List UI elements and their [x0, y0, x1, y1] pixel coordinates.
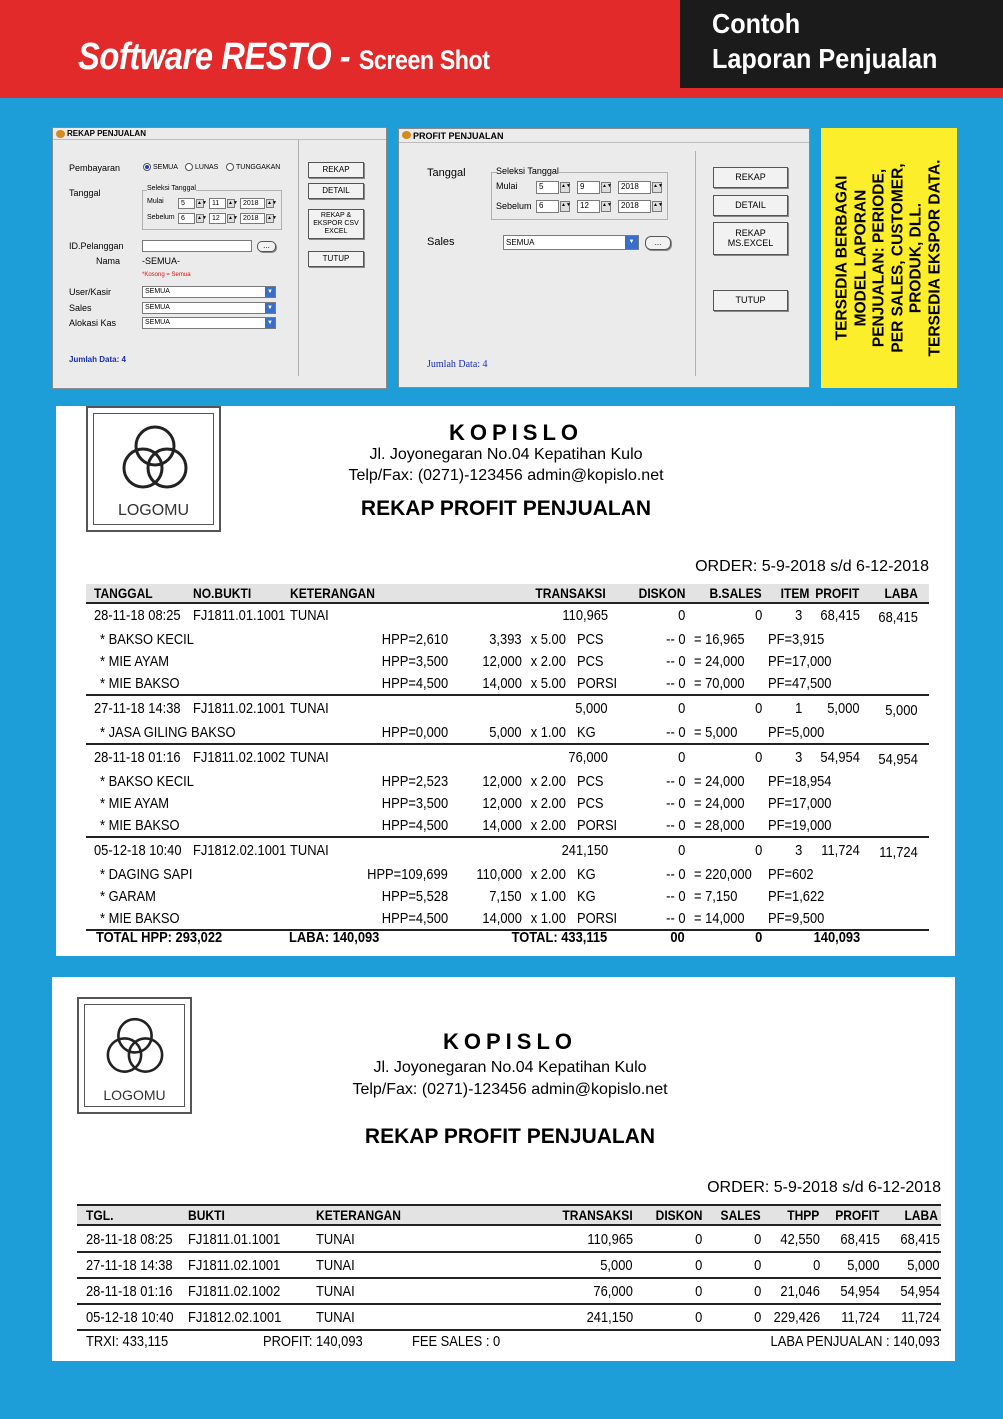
sale-keterangan: TUNAI [290, 749, 329, 766]
divider [86, 743, 929, 745]
feature-note [821, 128, 957, 388]
item-hpp: HPP=0,000 [381, 724, 448, 741]
spin-icon[interactable]: ▲▼ [601, 182, 611, 193]
company-name: KOPISLO [442, 1029, 577, 1054]
sale-diskon: 0 [677, 607, 685, 624]
column-header: KETERANGAN [290, 585, 375, 601]
seleksi-tanggal-label: Seleksi Tanggal [147, 185, 196, 192]
sales-label: Sales [427, 236, 455, 248]
brand-subtitle: Screen Shot [358, 45, 490, 75]
item-diskon: -- 0 [665, 653, 685, 670]
row-laba: 68,415 [900, 1231, 940, 1248]
row-diskon: 0 [694, 1257, 702, 1274]
jumlah-data: Jumlah Data: 4 [427, 359, 488, 370]
row-thpp: 42,550 [780, 1231, 820, 1248]
row-laba: 54,954 [900, 1283, 940, 1300]
item-subtotal: = 70,000 [694, 675, 745, 692]
sale-item: 3 [794, 607, 802, 624]
note-line: PER SALES, CUSTOMER, [889, 163, 906, 353]
detail-button[interactable]: DETAIL [308, 183, 364, 199]
row-keterangan: TUNAI [316, 1231, 355, 1248]
item-qty: x 2.00 [530, 795, 566, 812]
row-profit: 68,415 [840, 1231, 880, 1248]
row-transaksi: 5,000 [600, 1257, 633, 1274]
item-price: 14,000 [482, 817, 522, 834]
row-invoice: FJ1811.02.1001 [188, 1257, 281, 1274]
spin-icon[interactable]: ▲▼ [197, 215, 207, 221]
divider [77, 1251, 941, 1253]
sebelum-day-input[interactable]: 6 [536, 200, 559, 213]
sale-transaksi: 241,150 [561, 842, 608, 859]
sebelum-year-input[interactable]: 2018 [240, 213, 265, 224]
order-period: ORDER: 5-9-2018 s/d 6-12-2018 [695, 558, 929, 575]
row-diskon: 0 [694, 1231, 702, 1248]
kosong-hint: *Kosong = Semua [142, 272, 191, 278]
item-hpp: HPP=3,500 [381, 795, 448, 812]
row-invoice: FJ1811.01.1001 [188, 1231, 281, 1248]
item-unit: PORSI [577, 817, 618, 834]
column-header: TRANSAKSI [535, 585, 606, 601]
total-profit: 140,093 [813, 929, 860, 946]
sales-select[interactable]: SEMUA ▼ [142, 302, 276, 314]
sales-label: Sales [69, 303, 92, 313]
item-name: * DAGING SAPI [100, 866, 193, 883]
detail-profit-report [56, 406, 955, 956]
item-subtotal: = 7,150 [694, 888, 738, 905]
sale-profit: 54,954 [820, 749, 860, 766]
item-profit: PF=18,954 [768, 773, 832, 790]
page-title-line1: Contoh [712, 8, 801, 39]
total-transaksi: TOTAL: 433,115 [511, 929, 607, 946]
mulai-day-input[interactable]: 5 [536, 181, 559, 194]
radio-off-icon [226, 163, 234, 171]
item-unit: PORSI [577, 675, 618, 692]
mulai-year-input[interactable]: 2018 [240, 198, 265, 209]
logo-rings-icon [112, 420, 198, 500]
row-invoice: FJ1811.02.1002 [188, 1283, 281, 1300]
report-title: REKAP PROFIT PENJUALAN [360, 497, 652, 520]
browse-button[interactable]: ... [645, 236, 671, 250]
item-price: 12,000 [482, 795, 522, 812]
sale-profit: 68,415 [820, 607, 860, 624]
radio-tunggakan[interactable]: TUNGGAKAN [226, 163, 280, 171]
radio-semua[interactable]: SEMUA [143, 163, 178, 171]
item-hpp: HPP=4,500 [381, 910, 448, 927]
company-name: KOPISLO [448, 420, 583, 445]
row-sales: 0 [753, 1283, 761, 1300]
item-name: * MIE BAKSO [100, 675, 180, 692]
mulai-label: Mulai [496, 181, 518, 191]
item-unit: PCS [577, 795, 604, 812]
note-line: MODEL LAPORAN [852, 189, 869, 327]
sale-item: 1 [794, 700, 802, 717]
sale-date: 28-11-18 01:16 [94, 749, 181, 766]
brand-title: Software RESTO - Screen Shot [78, 36, 490, 78]
item-name: * MIE BAKSO [100, 817, 180, 834]
column-header: TGL. [86, 1207, 114, 1223]
note-line: TERSEDIA BERBAGAI [833, 175, 851, 341]
rekap-button[interactable]: REKAP [308, 162, 364, 178]
item-profit: PF=17,000 [768, 653, 832, 670]
spin-icon[interactable]: ▲▼ [560, 201, 570, 212]
profit-penjualan-dialog [398, 128, 810, 388]
item-unit: KG [577, 888, 596, 905]
footer-laba-penjualan: LABA PENJUALAN : 140,093 [770, 1333, 940, 1350]
summary-profit-report [52, 977, 955, 1361]
sale-item: 3 [794, 842, 802, 859]
row-laba: 11,724 [901, 1309, 940, 1326]
row-transaksi: 241,150 [586, 1309, 633, 1326]
spin-icon[interactable]: ▲▼ [228, 200, 238, 206]
item-diskon: -- 0 [665, 817, 685, 834]
footer-trx: TRXI: 433,115 [86, 1333, 169, 1350]
sale-diskon: 0 [677, 842, 685, 859]
radio-lunas[interactable]: LUNAS [185, 163, 218, 171]
nama-value: -SEMUA- [142, 256, 180, 266]
column-header: SALES [720, 1207, 761, 1223]
item-price: 5,000 [489, 724, 522, 741]
item-qty: x 2.00 [530, 773, 566, 790]
id-pelanggan-label: ID.Pelanggan [69, 241, 124, 251]
spin-icon[interactable]: ▲▼ [652, 182, 662, 193]
item-unit: KG [577, 724, 596, 741]
item-hpp: HPP=109,699 [367, 866, 448, 883]
detail-button[interactable]: DETAIL [713, 195, 788, 216]
row-sales: 0 [753, 1257, 761, 1274]
divider [86, 602, 929, 604]
item-unit: PCS [577, 773, 604, 790]
chevron-down-icon: ▼ [265, 318, 275, 328]
column-header: B.SALES [709, 585, 762, 601]
user-kasir-label: User/Kasir [69, 287, 112, 297]
item-subtotal: = 16,965 [694, 631, 745, 648]
column-header: DISKON [638, 585, 685, 601]
sale-bsales: 0 [754, 607, 762, 624]
item-profit: PF=3,915 [768, 631, 825, 648]
sale-transaksi: 5,000 [575, 700, 608, 717]
company-address: Jl. Joyonegaran No.04 Kepatihan Kulo [369, 446, 643, 463]
tanggal-label: Tanggal [69, 188, 101, 198]
tanggal-label: Tanggal [427, 167, 466, 179]
row-profit: 11,724 [841, 1309, 880, 1326]
note-line: TERSEDIA EKSPOR DATA. [926, 159, 943, 357]
order-period: ORDER: 5-9-2018 s/d 6-12-2018 [707, 1179, 941, 1196]
item-price: 12,000 [482, 653, 522, 670]
sale-date: 27-11-18 14:38 [94, 700, 181, 717]
row-date: 28-11-18 01:16 [86, 1283, 173, 1300]
item-diskon: -- 0 [665, 675, 685, 692]
mulai-day-input[interactable]: 5 [178, 198, 195, 209]
sale-bsales: 0 [754, 749, 762, 766]
item-subtotal: = 24,000 [694, 795, 745, 812]
row-diskon: 0 [694, 1283, 702, 1300]
item-profit: PF=5,000 [768, 724, 825, 741]
row-sales: 0 [753, 1309, 761, 1326]
column-header: LABA [904, 1207, 938, 1223]
column-header: TANGGAL [94, 585, 153, 601]
item-diskon: -- 0 [665, 910, 685, 927]
id-pelanggan-input[interactable] [142, 240, 252, 252]
row-diskon: 0 [694, 1309, 702, 1326]
row-keterangan: TUNAI [316, 1309, 355, 1326]
item-profit: PF=1,622 [768, 888, 825, 905]
row-date: 28-11-18 08:25 [86, 1231, 173, 1248]
total-diskon: 00 [670, 929, 685, 946]
user-kasir-select[interactable]: SEMUA ▼ [142, 286, 276, 298]
sale-invoice: FJ1811.01.1001 [193, 607, 286, 624]
column-header: PROFIT [834, 1207, 879, 1223]
sale-keterangan: TUNAI [290, 842, 329, 859]
row-transaksi: 110,965 [587, 1231, 633, 1248]
item-hpp: HPP=3,500 [381, 653, 448, 670]
sale-diskon: 0 [677, 749, 685, 766]
sale-date: 05-12-18 10:40 [94, 842, 182, 859]
radio-on-icon [143, 163, 151, 171]
sale-transaksi: 76,000 [568, 749, 608, 766]
column-header: THPP [786, 1207, 819, 1223]
total-bsales: 0 [754, 929, 762, 946]
item-hpp: HPP=4,500 [381, 817, 448, 834]
item-diskon: -- 0 [665, 795, 685, 812]
divider [77, 1224, 941, 1226]
mulai-month-input[interactable]: 9 [577, 181, 600, 194]
mulai-label: Mulai [147, 198, 164, 205]
item-name: * BAKSO KECIL [100, 631, 194, 648]
chevron-down-icon: ▼ [265, 287, 275, 297]
item-name: * MIE AYAM [100, 653, 170, 670]
sale-laba: 68,415 [878, 609, 918, 626]
spin-icon[interactable]: ▲▼ [601, 201, 611, 212]
item-hpp: HPP=2,610 [381, 631, 448, 648]
divider [86, 694, 929, 696]
company-address: Jl. Joyonegaran No.04 Kepatihan Kulo [373, 1059, 647, 1076]
sebelum-year-input[interactable]: 2018 [618, 200, 651, 213]
company-contact: Telp/Fax: (0271)-123456 admin@kopislo.net [348, 467, 664, 484]
sale-keterangan: TUNAI [290, 607, 329, 624]
sale-transaksi: 110,965 [562, 607, 608, 624]
seleksi-tanggal-label: Seleksi Tanggal [496, 166, 559, 176]
app-icon [402, 131, 411, 139]
item-name: * GARAM [100, 888, 156, 905]
browse-button[interactable]: ... [257, 241, 276, 252]
item-hpp: HPP=5,528 [381, 888, 448, 905]
sale-laba: 5,000 [885, 702, 918, 719]
row-date: 27-11-18 14:38 [86, 1257, 173, 1274]
item-diskon: -- 0 [665, 724, 685, 741]
item-name: * BAKSO KECIL [100, 773, 194, 790]
row-profit: 54,954 [840, 1283, 880, 1300]
item-qty: x 5.00 [530, 631, 566, 648]
item-unit: PCS [577, 653, 604, 670]
sale-invoice: FJ1812.02.1001 [193, 842, 287, 859]
logo-text: LOGOMU [103, 1087, 166, 1103]
column-header: BUKTI [188, 1207, 225, 1223]
item-unit: KG [577, 866, 596, 883]
sale-laba: 54,954 [878, 751, 918, 768]
spin-icon[interactable]: ▲▼ [197, 200, 207, 206]
item-profit: PF=17,000 [768, 795, 832, 812]
sale-diskon: 0 [677, 700, 685, 717]
row-thpp: 21,046 [780, 1283, 820, 1300]
item-name: * MIE AYAM [100, 795, 170, 812]
item-qty: x 1.00 [530, 888, 566, 905]
pembayaran-label: Pembayaran [69, 163, 121, 173]
column-header: PROFIT [814, 585, 859, 601]
item-diskon: -- 0 [665, 866, 685, 883]
item-profit: PF=9,500 [768, 910, 825, 927]
item-price: 12,000 [482, 773, 522, 790]
item-diskon: -- 0 [665, 888, 685, 905]
sale-keterangan: TUNAI [290, 700, 329, 717]
logo-text: LOGOMU [117, 502, 190, 519]
sale-item: 3 [794, 749, 802, 766]
sebelum-day-input[interactable]: 6 [178, 213, 195, 224]
divider [298, 140, 299, 376]
note-line: PRODUK, DLL. [907, 202, 925, 314]
item-subtotal: = 14,000 [694, 910, 745, 927]
column-header: DISKON [655, 1207, 702, 1223]
total-laba: LABA: 140,093 [289, 929, 380, 946]
divider [77, 1329, 941, 1331]
row-keterangan: TUNAI [316, 1283, 355, 1300]
logo-rings-icon [97, 1013, 173, 1083]
logo [77, 997, 192, 1114]
spin-icon[interactable]: ▲▼ [652, 201, 662, 212]
column-header: LABA [884, 585, 918, 601]
sale-invoice: FJ1811.02.1001 [193, 700, 286, 717]
sale-profit: 11,724 [821, 842, 860, 859]
rekap-ekspor-button[interactable]: REKAP & EKSPOR CSV EXCEL [308, 209, 364, 239]
chevron-down-icon: ▼ [625, 236, 638, 249]
column-header: KETERANGAN [316, 1207, 401, 1223]
item-hpp: HPP=4,500 [381, 675, 448, 692]
radio-off-icon [185, 163, 193, 171]
sale-laba: 11,724 [879, 844, 918, 861]
jumlah-data: Jumlah Data: 4 [69, 355, 126, 364]
row-sales: 0 [753, 1231, 761, 1248]
sale-invoice: FJ1811.02.1002 [193, 749, 286, 766]
item-name: * JASA GILING BAKSO [100, 724, 236, 741]
mulai-month-input[interactable]: 11 [209, 198, 226, 209]
company-contact: Telp/Fax: (0271)-123456 admin@kopislo.net [352, 1081, 668, 1098]
spin-icon[interactable]: ▲▼ [267, 200, 277, 206]
sale-date: 28-11-18 08:25 [94, 607, 181, 624]
divider [86, 836, 929, 838]
row-laba: 5,000 [907, 1257, 940, 1274]
item-price: 3,393 [489, 631, 522, 648]
sale-bsales: 0 [754, 842, 762, 859]
dialog-titlebar: PROFIT PENJUALAN [399, 129, 809, 143]
mulai-year-input[interactable]: 2018 [618, 181, 651, 194]
item-subtotal: = 24,000 [694, 653, 745, 670]
item-qty: x 1.00 [530, 910, 566, 927]
row-date: 05-12-18 10:40 [86, 1309, 174, 1326]
row-invoice: FJ1812.02.1001 [188, 1309, 282, 1326]
sebelum-label: Sebelum [147, 214, 175, 221]
row-transaksi: 76,000 [593, 1283, 633, 1300]
footer-profit: PROFIT: 140,093 [263, 1333, 363, 1350]
item-subtotal: = 28,000 [694, 817, 745, 834]
item-unit: PCS [577, 631, 604, 648]
rekap-button[interactable]: REKAP [713, 167, 788, 188]
logo [86, 406, 221, 532]
row-thpp: 0 [812, 1257, 820, 1274]
rekap-excel-button[interactable]: REKAP MS.EXCEL [713, 222, 788, 255]
item-hpp: HPP=2,523 [381, 773, 448, 790]
seleksi-tanggal-group [142, 190, 282, 230]
item-profit: PF=47,500 [768, 675, 832, 692]
item-unit: PORSI [577, 910, 618, 927]
item-diskon: -- 0 [665, 773, 685, 790]
item-qty: x 5.00 [530, 675, 566, 692]
item-subtotal: = 5,000 [694, 724, 738, 741]
app-icon [56, 130, 65, 138]
item-profit: PF=19,000 [768, 817, 832, 834]
header-strip [0, 88, 1003, 98]
item-qty: x 2.00 [530, 817, 566, 834]
sale-profit: 5,000 [827, 700, 860, 717]
tutup-button[interactable]: TUTUP [308, 251, 364, 267]
dialog-titlebar: REKAP PENJUALAN [53, 128, 386, 140]
row-thpp: 229,426 [773, 1309, 820, 1326]
divider [77, 1303, 941, 1305]
total-hpp: TOTAL HPP: 293,022 [96, 929, 223, 946]
chevron-down-icon: ▼ [265, 303, 275, 313]
row-profit: 5,000 [847, 1257, 880, 1274]
spin-icon[interactable]: ▲▼ [228, 215, 238, 221]
page-title-line2: Laporan Penjualan [712, 43, 938, 74]
item-price: 14,000 [482, 675, 522, 692]
tutup-button[interactable]: TUTUP [713, 290, 788, 311]
item-price: 7,150 [489, 888, 522, 905]
alokasi-kas-label: Alokasi Kas [69, 318, 117, 328]
item-subtotal: = 220,000 [694, 866, 752, 883]
sebelum-label: Sebelum [496, 201, 532, 211]
item-qty: x 1.00 [530, 724, 566, 741]
spin-icon[interactable]: ▲▼ [267, 215, 277, 221]
alokasi-kas-select[interactable]: SEMUA ▼ [142, 317, 276, 329]
note-line: PENJUALAN: PERIODE, [870, 168, 888, 348]
nama-label: Nama [96, 256, 121, 266]
item-diskon: -- 0 [665, 631, 685, 648]
spin-icon[interactable]: ▲▼ [560, 182, 570, 193]
column-header: NO.BUKTI [193, 585, 252, 601]
footer-fee-sales: FEE SALES : 0 [412, 1333, 501, 1350]
divider [695, 151, 696, 376]
sebelum-month-input[interactable]: 12 [577, 200, 600, 213]
rekap-penjualan-dialog [52, 127, 387, 389]
sales-select[interactable]: SEMUA ▼ [503, 235, 639, 250]
item-qty: x 2.00 [530, 866, 566, 883]
row-keterangan: TUNAI [316, 1257, 355, 1274]
sale-bsales: 0 [754, 700, 762, 717]
item-price: 110,000 [476, 866, 522, 883]
column-header: ITEM [780, 585, 809, 601]
column-header: TRANSAKSI [562, 1207, 633, 1223]
item-name: * MIE BAKSO [100, 910, 180, 927]
divider [77, 1277, 941, 1279]
report-title: REKAP PROFIT PENJUALAN [364, 1125, 656, 1148]
item-price: 14,000 [482, 910, 522, 927]
item-subtotal: = 24,000 [694, 773, 745, 790]
item-profit: PF=602 [768, 866, 814, 883]
sebelum-month-input[interactable]: 12 [209, 213, 226, 224]
item-qty: x 2.00 [530, 653, 566, 670]
